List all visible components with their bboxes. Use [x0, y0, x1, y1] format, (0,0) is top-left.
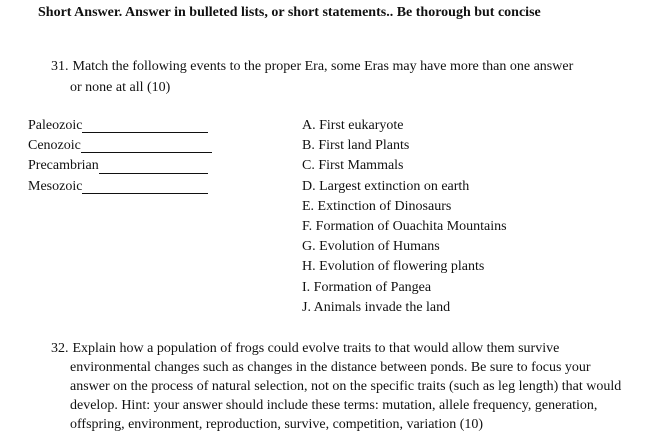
event-item: G. Evolution of Humans [302, 239, 440, 255]
era-row-mesozoic [28, 177, 212, 197]
era-list [28, 116, 212, 197]
question-32-number: 32. [51, 341, 69, 356]
question-32-line-1 [51, 339, 636, 358]
era-label: Paleozoic [28, 117, 83, 133]
event-item: J. Animals invade the land [302, 299, 451, 315]
event-item: D. Largest extinction on earth [302, 178, 470, 194]
question-31-line-1 [51, 56, 611, 77]
question-32-line-5: offspring, environment, reproduction, survive, competition, variation (10) [70, 417, 484, 432]
question-32-line-3: answer on the process of natural selection, not on the specific traits (such as leg length) that would [70, 379, 622, 394]
answer-blank-cenozoic[interactable] [81, 138, 212, 153]
era-row-paleozoic [28, 116, 212, 136]
event-item: H. Evolution of flowering plants [302, 259, 485, 275]
event-item: E. Extinction of Dinosaurs [302, 198, 452, 214]
question-32-line-2: environmental changes such as changes in the distance between ponds. Be sure to focus your [70, 360, 591, 375]
event-list [302, 116, 507, 318]
answer-blank-mesozoic[interactable] [82, 179, 208, 194]
era-row-cenozoic [28, 136, 212, 156]
question-32-text: Explain how a population of frogs could evolve traits to that would allow them survive [72, 341, 560, 356]
event-item: C. First Mammals [302, 158, 404, 174]
question-32-line-4: develop. Hint: your answer should include these terms: mutation, allele frequency, generation, [70, 398, 598, 413]
event-item: B. First land Plants [302, 138, 410, 154]
answer-blank-paleozoic[interactable] [82, 118, 208, 133]
question-32 [51, 339, 636, 434]
era-row-precambrian [28, 156, 212, 176]
answer-blank-precambrian[interactable] [99, 159, 208, 174]
event-item: I. Formation of Pangea [302, 279, 432, 295]
era-label: Mesozoic [28, 178, 83, 194]
era-label: Precambrian [28, 158, 99, 174]
question-31-line-2: or none at all (10) [70, 80, 171, 95]
era-label: Cenozoic [28, 138, 81, 154]
question-31-number: 31. [51, 59, 69, 74]
question-31-text: Match the following events to the proper Era, some Eras may have more than one answer [72, 59, 574, 74]
event-item: A. First eukaryote [302, 118, 404, 133]
event-item: F. Formation of Ouachita Mountains [302, 218, 507, 234]
question-31 [51, 56, 611, 98]
section-header: Short Answer. Answer in bulleted lists, or short statements.. Be thorough but concise [38, 5, 541, 20]
